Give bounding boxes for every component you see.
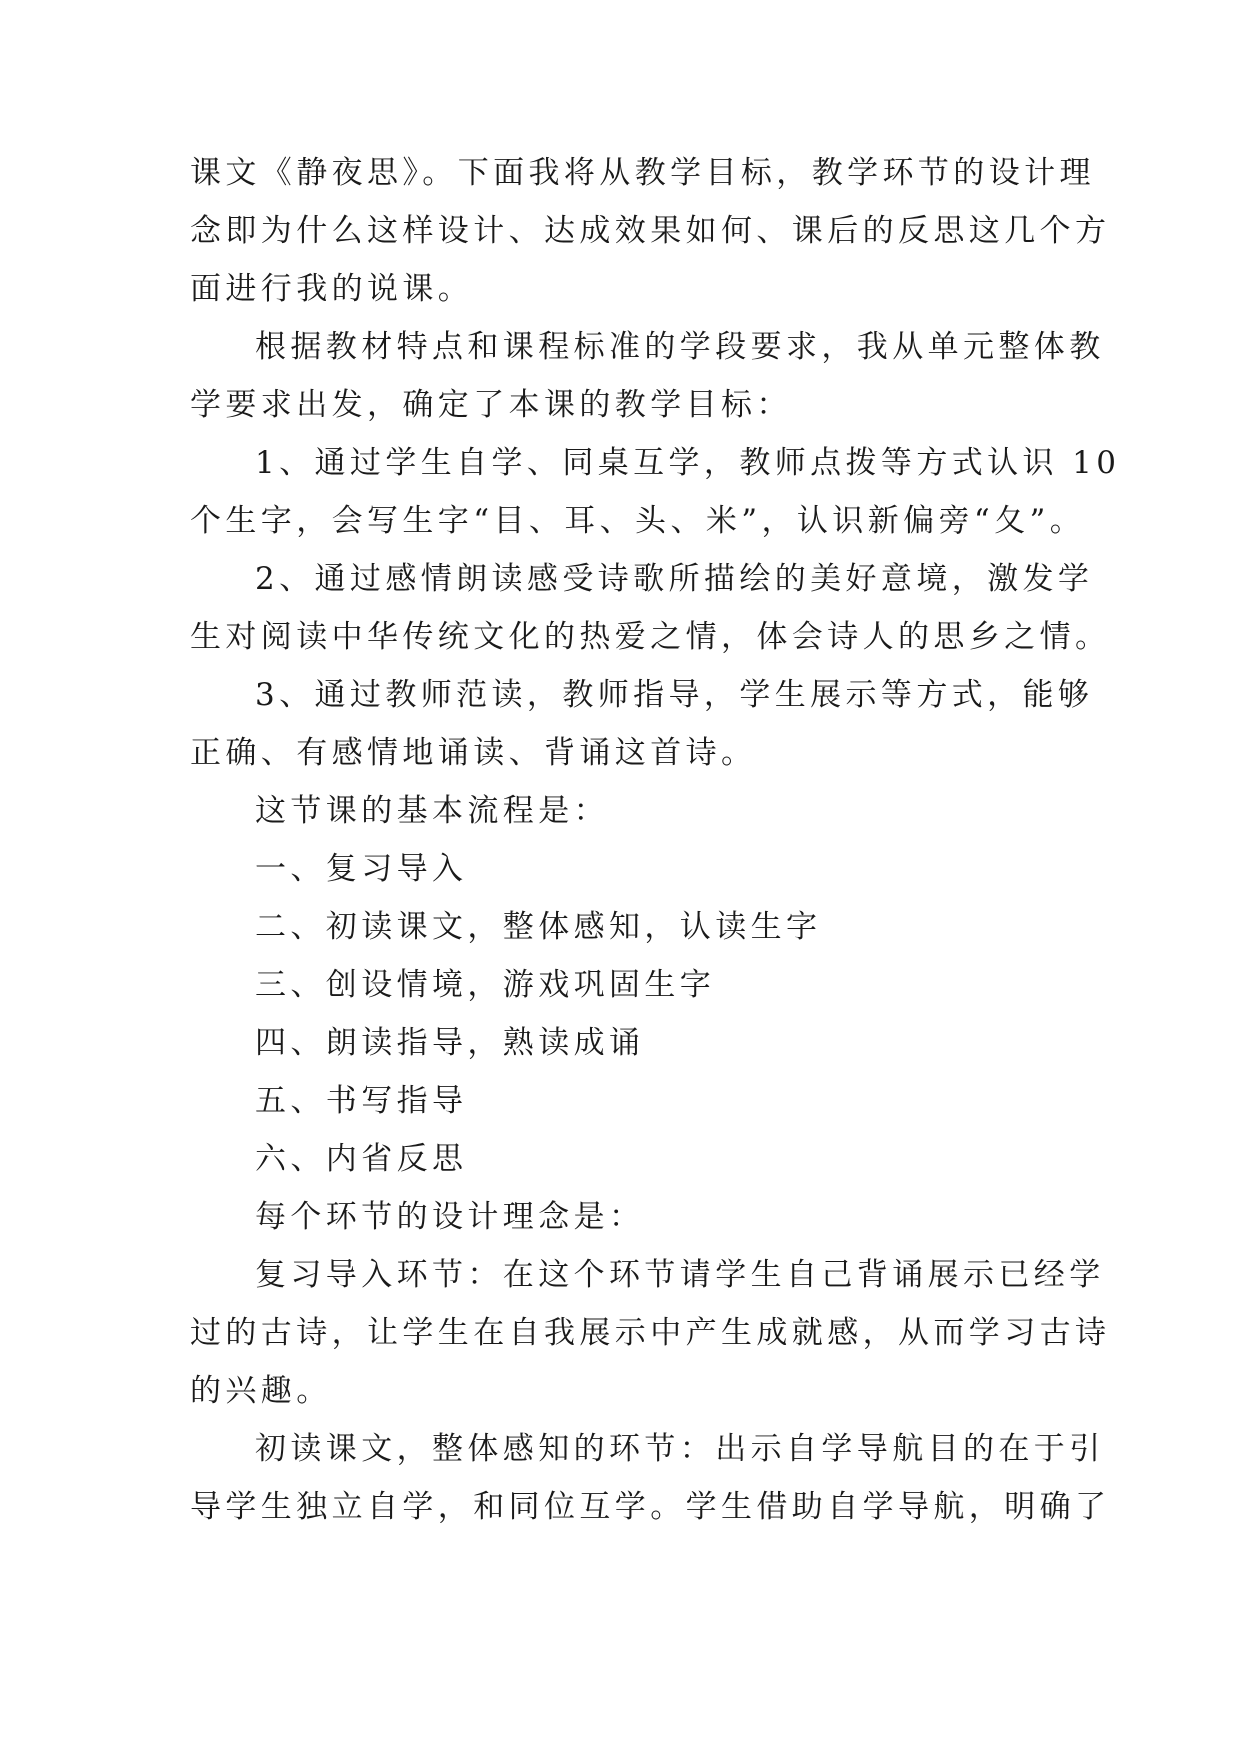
text-line: 导学生独立自学，和同位互学。学生借助自学导航，明确了 xyxy=(190,1489,1111,1525)
text-line: 个生字，会写生字“目、耳、头、米”，认识新偏旁“夂”。 xyxy=(190,503,1086,539)
text-line: 生对阅读中华传统文化的热爱之情，体会诗人的思乡之情。 xyxy=(190,619,1111,655)
goal-item-3: 3、通过教师范读，教师指导，学生展示等方式，能够 xyxy=(255,677,1094,713)
text-line: 过的古诗，让学生在自我展示中产生成就感，从而学习古诗 xyxy=(190,1315,1111,1351)
paragraph-first-line: 复习导入环节：在这个环节请学生自己背诵展示已经学 xyxy=(255,1257,1105,1293)
flow-step-1: 一、复习导入 xyxy=(255,851,468,887)
goal-item-2: 2、通过感情朗读感受诗歌所描绘的美好意境，激发学 xyxy=(255,561,1094,597)
goal-item-1: 1、通过学生自学、同桌互学，教师点拨等方式认识 10 xyxy=(255,445,1121,481)
text-line: 的兴趣。 xyxy=(190,1373,332,1409)
text-line: 念即为什么这样设计、达成效果如何、课后的反思这几个方 xyxy=(190,213,1111,249)
text-line: 课文《静夜思》。下面我将从教学目标，教学环节的设计理 xyxy=(190,155,1095,191)
paragraph-first-line: 根据教材特点和课程标准的学段要求，我从单元整体教 xyxy=(255,329,1105,365)
design-heading: 每个环节的设计理念是： xyxy=(255,1199,645,1235)
flow-step-4: 四、朗读指导，熟读成诵 xyxy=(255,1025,645,1061)
text-line: 面进行我的说课。 xyxy=(190,271,474,307)
text-line: 正确、有感情地诵读、背诵这首诗。 xyxy=(190,735,757,771)
flow-step-6: 六、内省反思 xyxy=(255,1141,468,1177)
paragraph-first-line: 初读课文，整体感知的环节：出示自学导航目的在于引 xyxy=(255,1431,1105,1467)
flow-heading: 这节课的基本流程是： xyxy=(255,793,609,829)
flow-step-2: 二、初读课文，整体感知，认读生字 xyxy=(255,909,822,945)
flow-step-5: 五、书写指导 xyxy=(255,1083,468,1119)
flow-step-3: 三、创设情境，游戏巩固生字 xyxy=(255,967,716,1003)
text-line: 学要求出发，确定了本课的教学目标： xyxy=(190,387,792,423)
